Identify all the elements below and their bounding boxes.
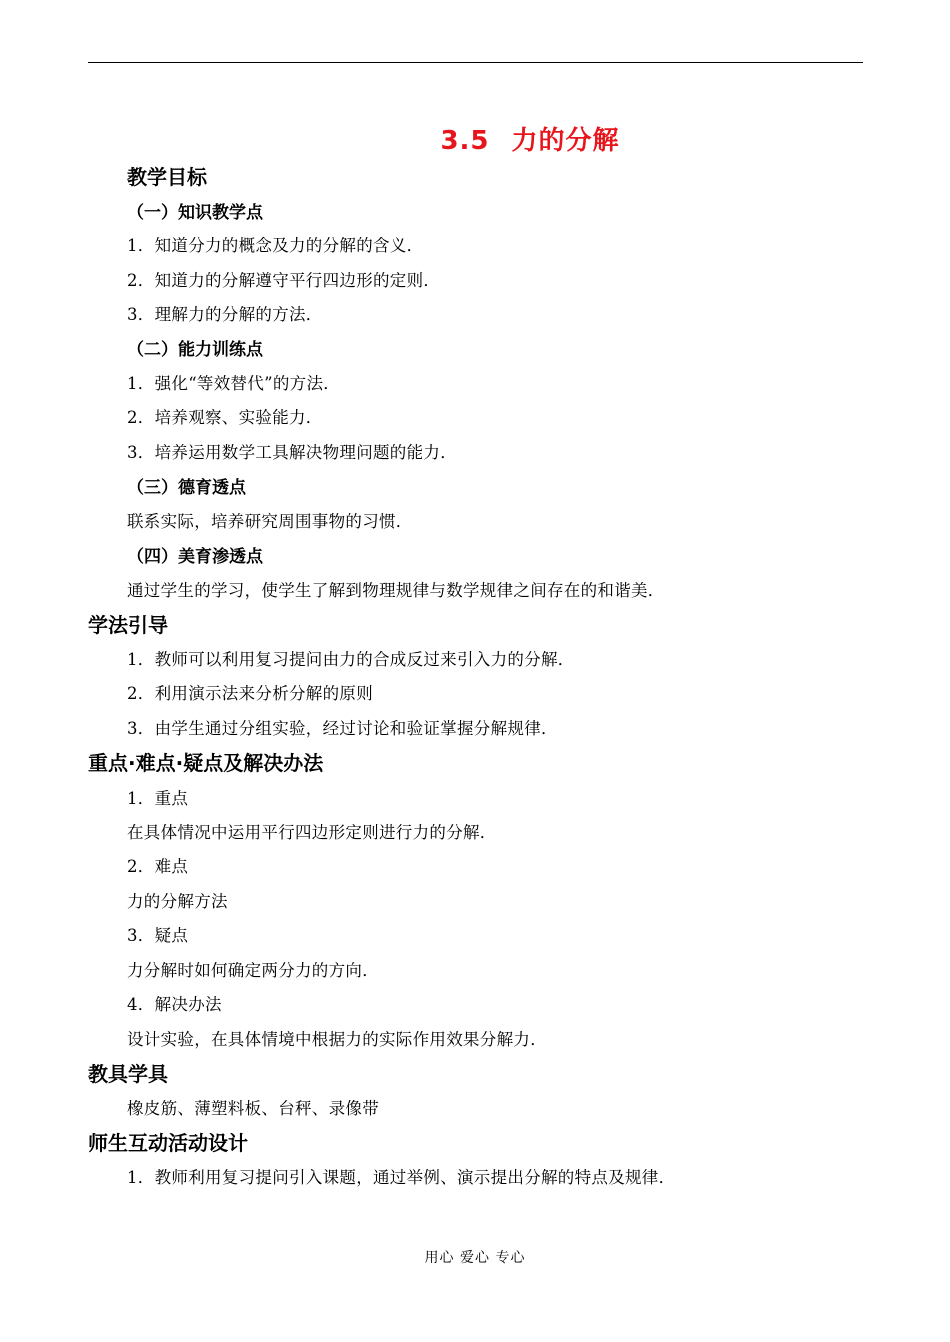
page-footer: 用心 爱心 专心	[424, 1250, 526, 1266]
heading-objectives: 教学目标	[127, 165, 207, 189]
section-number: 3.5	[440, 126, 490, 156]
knowledge-item-3: 3．理解力的分解的方法．	[127, 305, 323, 324]
key-item-4-text: 设计实验，在具体情境中根据力的实际作用效果分解力．	[127, 1030, 547, 1049]
key-item-4: 4．解决办法	[127, 995, 222, 1014]
key-item-1-text: 在具体情况中运用平行四边形定则进行力的分解．	[127, 823, 497, 842]
page-title	[0, 120, 950, 157]
method-item-1: 1．教师可以利用复习提问由力的合成反过来引入力的分解．	[127, 650, 575, 669]
heading-tools: 教具学具	[88, 1062, 168, 1086]
heading-method: 学法引导	[88, 613, 168, 637]
tools-item-1: 橡皮筋、薄塑料板、台秤、录像带	[127, 1099, 379, 1118]
key-item-1: 1．重点	[127, 789, 189, 808]
title-text: 力的分解	[511, 126, 620, 156]
subheading-aesthetic: （四）美育渗透点	[127, 547, 263, 567]
key-item-3: 3．疑点	[127, 926, 189, 945]
key-item-2-text: 力的分解方法	[127, 892, 228, 911]
activity-item-1: 1．教师利用复习提问引入课题，通过举例、演示提出分解的特点及规律．	[127, 1168, 676, 1187]
subheading-moral: （三）德育透点	[127, 478, 246, 498]
ability-item-2: 2．培养观察、实验能力．	[127, 408, 323, 427]
aesthetic-item-1: 通过学生的学习，使学生了解到物理规律与数学规律之间存在的和谐美．	[127, 581, 665, 600]
ability-item-1: 1．强化“等效替代”的方法．	[127, 374, 341, 393]
moral-item-1: 联系实际，培养研究周围事物的习惯．	[127, 512, 413, 531]
key-item-2: 2．难点	[127, 857, 189, 876]
ability-item-3: 3．培养运用数学工具解决物理问题的能力．	[127, 443, 457, 462]
method-item-2: 2．利用演示法来分析分解的原则	[127, 684, 373, 703]
subheading-ability: （二）能力训练点	[127, 340, 263, 360]
heading-activity: 师生互动活动设计	[88, 1131, 248, 1155]
heading-key-points: 重点·难点·疑点及解决办法	[88, 751, 324, 775]
header-rule	[88, 62, 863, 63]
key-item-3-text: 力分解时如何确定两分力的方向．	[127, 961, 379, 980]
subheading-knowledge: （一）知识教学点	[127, 203, 263, 223]
method-item-3: 3．由学生通过分组实验，经过讨论和验证掌握分解规律．	[127, 719, 558, 738]
knowledge-item-2: 2．知道力的分解遵守平行四边形的定则．	[127, 271, 441, 290]
knowledge-item-1: 1．知道分力的概念及力的分解的含义．	[127, 236, 424, 255]
